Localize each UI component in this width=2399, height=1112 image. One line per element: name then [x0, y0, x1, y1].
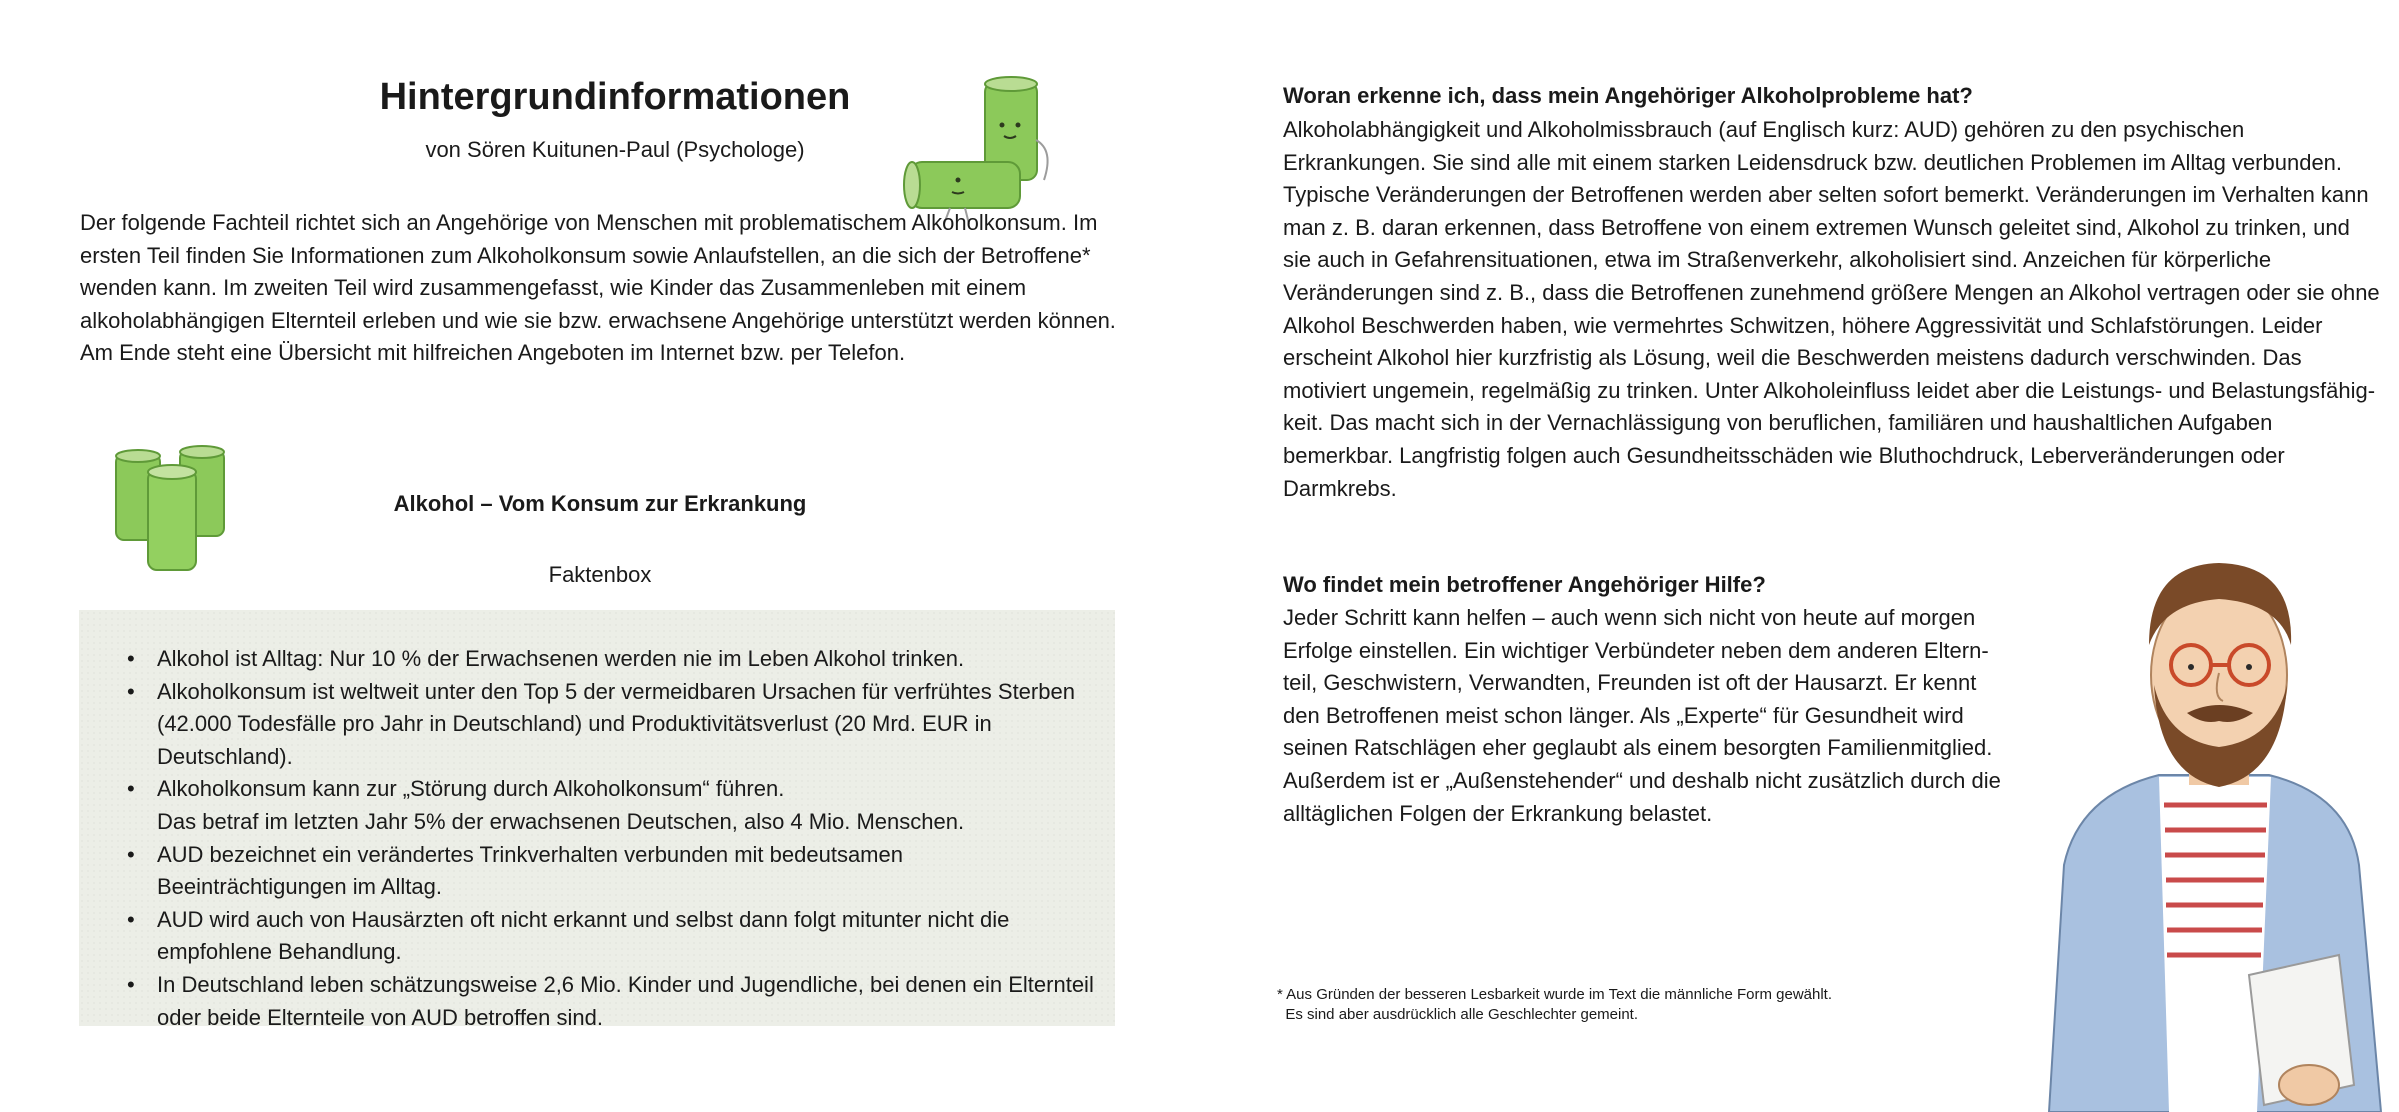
fact-text: Alkoholkonsum kann zur „Störung durch Alkoholkonsum“ führen.: [157, 776, 785, 802]
right-page: [1199, 0, 2399, 1112]
fact-item: • In Deutschland leben schätzungsweise 2,6 Mio. Kinder und Jugendliche, bei denen ein Elternteil oder beide Elternteile von AUD betroffen sind.: [127, 969, 1095, 1034]
green-cans-illustration-top: [890, 70, 1060, 230]
fact-list: [79, 610, 1115, 1034]
fact-text-continued: Das betraf im letzten Jahr 5% der erwachsenen Deutschen, also 4 Mio. Menschen.: [157, 808, 965, 834]
fact-item: • AUD wird auch von Hausärzten oft nicht erkannt und selbst dann folgt mitunter nicht die empfohlene Behandlung.: [127, 904, 1095, 969]
footnote: [1277, 985, 1977, 1025]
footnote-line: Es sind aber ausdrücklich alle Geschlechter gemeint.: [1277, 1006, 1639, 1023]
footnote-line: * Aus Gründen der besseren Lesbarkeit wurde im Text die männliche Form gewählt.: [1277, 986, 1833, 1003]
question-heading-1: Woran erkenne ich, dass mein Angehöriger Alkoholprobleme hat?: [1283, 83, 1973, 108]
left-page: [0, 0, 1199, 1112]
intro-paragraph: Der folgende Fachteil richtet sich an Angehörige von Menschen mit problematischem Alkoholkonsum. Im ersten Teil finden Sie Informationen zum Alkoholkonsum sowie Anlaufstellen, an die sich der Betroffene* wenden kann. Im zweiten Teil wird zusammengefasst, wie Kinder das Zusammenleben mit einem alkoholabhängigen Elternteil erleben und wie sie bzw. erwachsene Angehörige unterstützt werden können. Am Ende steht eine Übersicht mit hilfreichen Angeboten im Internet bzw. per Telefon.: [80, 210, 1116, 366]
author-line: von Sören Kuitunen-Paul (Psychologe): [425, 137, 805, 162]
green-cans-illustration-left: [110, 440, 250, 580]
factbox: [79, 610, 1115, 1030]
page-title: Hintergrundinformationen: [379, 76, 851, 118]
fact-item: [127, 773, 1095, 838]
question-text-1: Alkoholabhängigkeit und Alkoholmissbrauch (auf Englisch kurz: AUD) gehören zu den psychischen Erkrankungen. Sie sind alle mit einem starken Leidensdruck bzw. deutlichen Problemen im Alltag verbunden. Typische Veränderungen der Betroffenen werden aber selten sofort bemerkt. Veränderungen im Verhalten kann man z. B. daran erkennen, dass Betroffene von einem extremen Wunsch geleitet sind, Alkohol zu trinken, und sie auch in Gefahrensituationen, etwa im Straßenverkehr, alkoholisiert sind. Anzeichen für körperliche Veränderungen sind z. B., dass die Betroffenen zunehmend größere Mengen an Alkohol vertragen oder sie ohne Alkohol Beschwerden haben, wie vermehrtes Schwitzen, höhere Aggressivität und Schlafstörungen. Leider erscheint Alkohol hier kurzfristig als Lösung, weil die Beschwerden meistens dadurch verschwinden. Das motiviert ungemein, regelmäßig zu trinken. Unter Alkoholeinfluss leidet aber die Leistungs- und Belastungsfähigkeit. Das macht sich in der Vernachlässigung von beruflichen, familiären und haushaltlichen Aufgaben bemerkbar. Langfristig folgen auch Gesundheitsschäden wie Bluthochdruck, Leberveränderungen oder Darmkrebs.: [1283, 117, 2380, 501]
section-title: Alkohol – Vom Konsum zur Erkrankung: [393, 491, 807, 516]
fact-item: • Alkohol ist Alltag: Nur 10 % der Erwachsenen werden nie im Leben Alkohol trinken.: [127, 643, 1095, 676]
fact-item: • AUD bezeichnet ein verändertes Trinkverhalten verbunden mit bedeutsamen Beeinträchtigungen im Alltag.: [127, 839, 1095, 904]
fact-item: • Alkoholkonsum ist weltweit unter den Top 5 der vermeidbaren Ursachen für verfrühtes Sterben (42.000 Todesfälle pro Jahr in Deutschland) und Produktivitätsverlust (20 Mrd. EUR in Deutschland).: [127, 676, 1095, 774]
factbox-label: Faktenbox: [548, 562, 652, 587]
man-illustration: [2009, 525, 2399, 1112]
question-heading-2: Wo findet mein betroffener Angehöriger Hilfe?: [1283, 572, 1766, 597]
question-text-2: Jeder Schritt kann helfen – auch wenn sich nicht von heute auf morgen Erfolge einstellen. Ein wichtiger Verbündeter neben dem anderen Elternteil, Geschwistern, Verwandten, Freunden ist oft der Hausarzt. Er kennt den Betroffenen meist schon länger. Als „Experte“ für Gesundheit wird seinen Ratschlägen eher geglaubt als einem besorgten Familienmitglied. Außerdem ist er „Außenstehender“ und deshalb nicht zusätzlich durch die alltäglichen Folgen der Erkrankung belastet.: [1283, 605, 2001, 826]
